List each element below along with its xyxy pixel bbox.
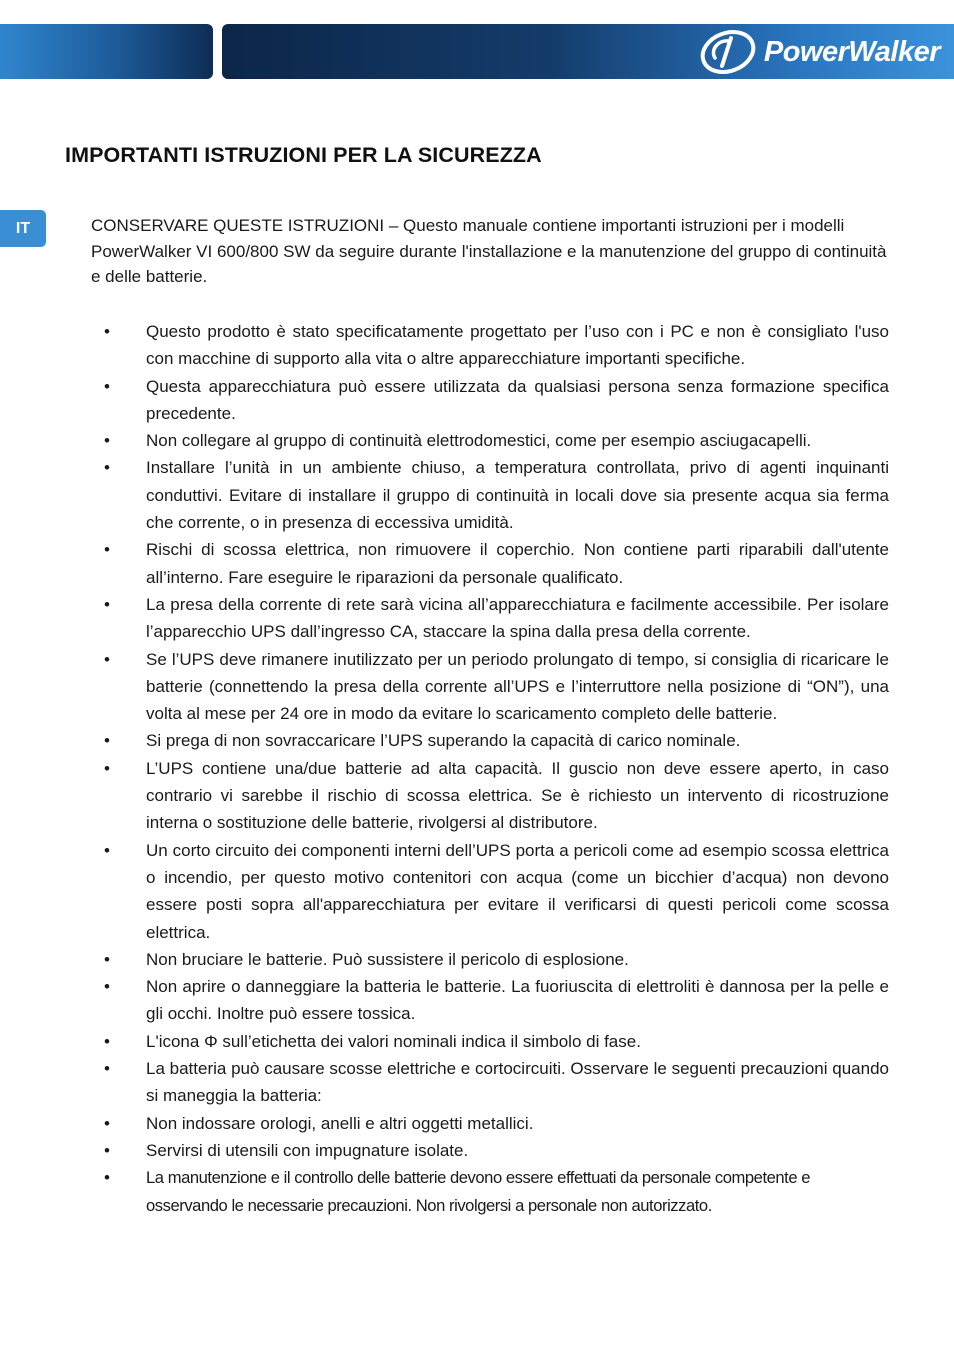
list-item: • Non bruciare le batterie. Può sussistere il pericolo di esplosione. (100, 946, 889, 973)
list-item: • Non collegare al gruppo di continuità elettrodomestici, come per esempio asciugacapelli. (100, 427, 889, 454)
brand-name: PowerWalker (763, 35, 940, 68)
list-item: • L'icona Φ sull’etichetta dei valori nominali indica il simbolo di fase. (100, 1028, 889, 1055)
header-banner-left (0, 24, 213, 79)
list-item: • Servirsi di utensili con impugnature isolate. (100, 1137, 889, 1164)
list-item: • Se l’UPS deve rimanere inutilizzato per un periodo prolungato di tempo, si consiglia di ricaricare le batterie (connettendo la presa della corrente all’UPS e l’interruttore nella posizione di “ON”), una volta al mese per 24 ore in modo da evitare lo scaricamento completo delle batterie. (100, 646, 889, 728)
list-item: • Questa apparecchiatura può essere utilizzata da qualsiasi persona senza formazione specifica precedente. (100, 373, 889, 428)
list-item: • La presa della corrente di rete sarà vicina all’apparecchiatura e facilmente accessibile. Per isolare l’apparecchio UPS dall’ingresso CA, staccare la spina dalla presa della corrente. (100, 591, 889, 646)
brand-logo (698, 30, 940, 74)
list-item: • L’UPS contiene una/due batterie ad alta capacità. Il guscio non deve essere aperto, in caso contrario vi sarebbe il rischio di scossa elettrica. Se è richiesto un intervento di ricostruzione interna o sostituzione delle batterie, rivolgersi al distributore. (100, 755, 889, 837)
list-item: • Si prega di non sovraccaricare l’UPS superando la capacità di carico nominale. (100, 727, 889, 754)
intro-paragraph: CONSERVARE QUESTE ISTRUZIONI – Questo manuale contiene importanti istruzioni per i modelli PowerWalker VI 600/800 SW da seguire durante l'installazione e la manutenzione del gruppo di continuità e delle batterie. (91, 216, 887, 286)
language-tab[interactable]: IT (0, 210, 46, 247)
list-item: • Questo prodotto è stato specificatamente progettato per l’uso con i PC e non è consigliato l'uso con macchine di supporto alla vita o altre apparecchiature importanti specifiche. (100, 318, 889, 373)
list-item: • Non indossare orologi, anelli e altri oggetti metallici. (100, 1110, 889, 1137)
page-title: IMPORTANTI ISTRUZIONI PER LA SICUREZZA (65, 143, 542, 167)
list-item: • Installare l’unità in un ambiente chiuso, a temperatura controllata, privo di agenti inquinanti conduttivi. Evitare di installare il gruppo di continuità in locali dove sia presente acqua sia ferma che corrente, o in presenza di eccessiva umidità. (100, 454, 889, 536)
powerwalker-logo-icon (698, 30, 758, 74)
list-item: • Rischi di scossa elettrica, non rimuovere il coperchio. Non contiene parti riparabili dall'utente all’interno. Fare eseguire le riparazioni da personale qualificato. (100, 536, 889, 591)
safety-instructions-list (100, 318, 889, 1219)
list-item: • Un corto circuito dei componenti interni dell’UPS porta a pericoli come ad esempio scossa elettrica o incendio, per questo motivo contenitori con acqua (come un bicchier d’acqua) non devono essere posti sopra all'apparecchiatura per evitare il verificarsi di questi pericoli come scossa elettrica. (100, 837, 889, 946)
list-item: • La batteria può causare scosse elettriche e cortocircuiti. Osservare le seguenti precauzioni quando si maneggia la batteria: (100, 1055, 889, 1110)
list-item: • La manutenzione e il controllo delle batterie devono essere effettuati da personale competente e osservando le necessarie precauzioni. Non rivolgersi a personale non autorizzato. (100, 1164, 889, 1219)
list-item: • Non aprire o danneggiare la batteria le batterie. La fuoriuscita di elettroliti è dannosa per la pelle e gli occhi. Inoltre può essere tossica. (100, 973, 889, 1028)
